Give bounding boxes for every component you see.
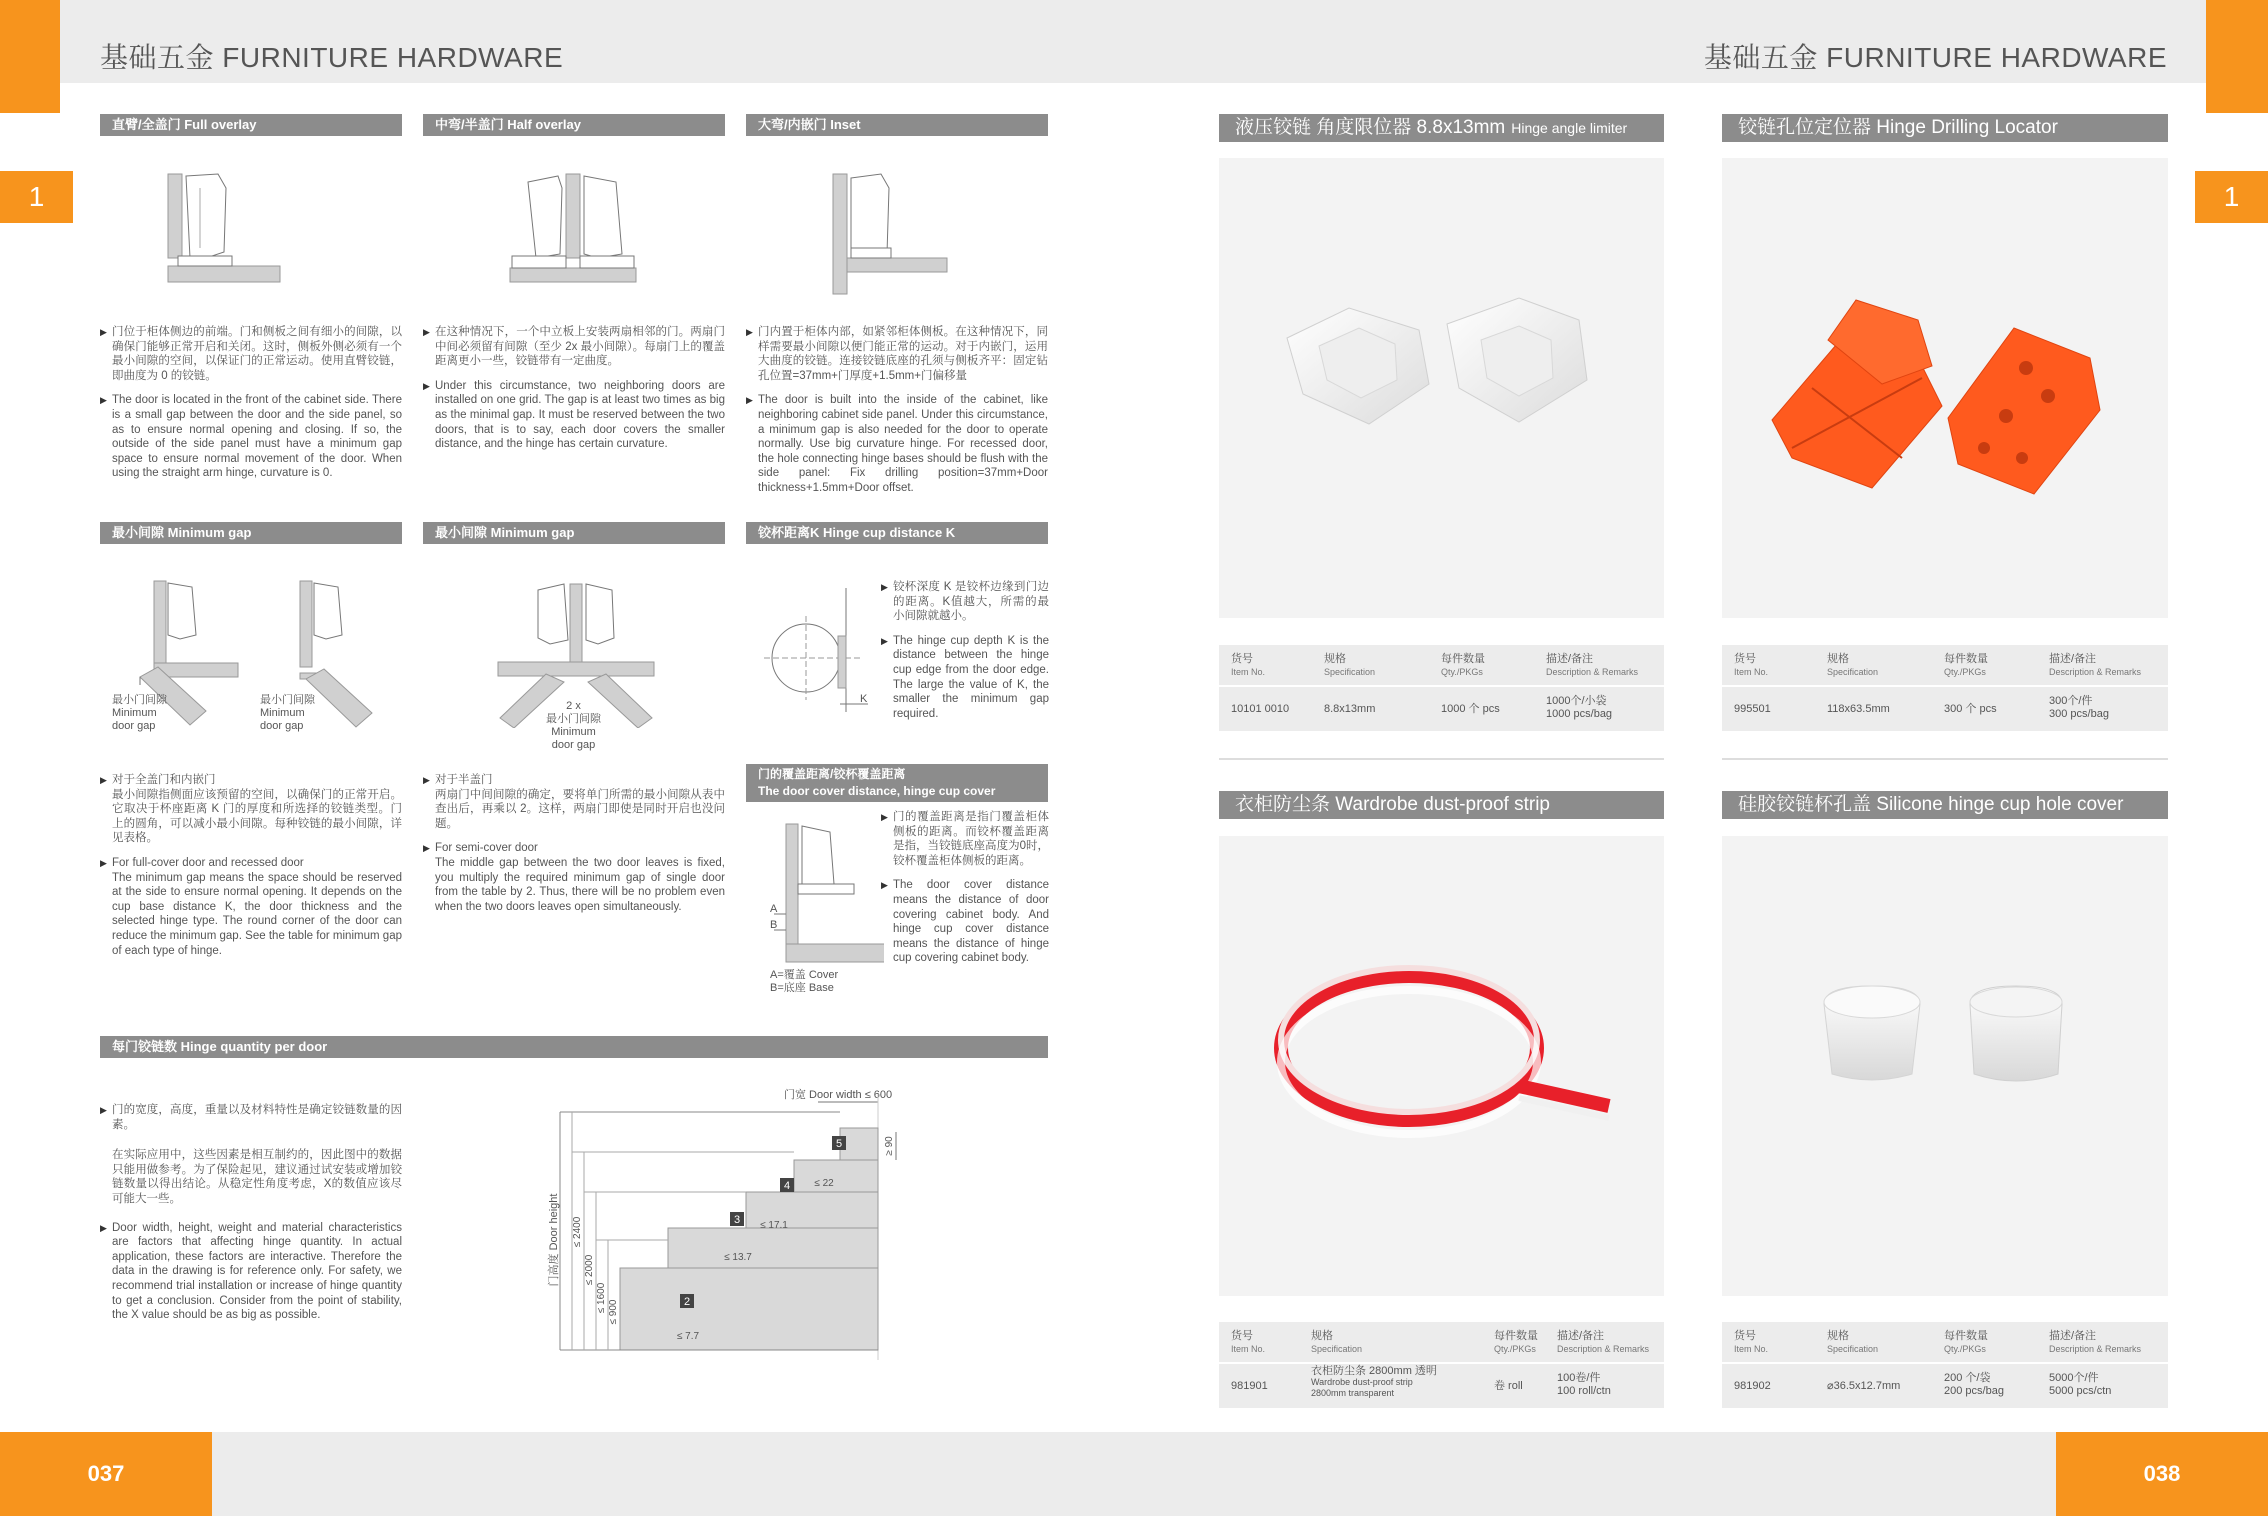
p1-hdr-qty-en: Qty./PKGs xyxy=(1441,667,1483,677)
p1-hdr-spec-cn: 规格 xyxy=(1324,653,1346,665)
product-3-title-main: 衣柜防尘条 Wardrobe dust-proof strip xyxy=(1235,794,1550,815)
min-gap-1-cn: 最小间隙指侧面应该预留的空间，以确保门的正常开启。它取决于杯座距离 K 门的厚度和所选择的铰链类型。门上的圆角，可以减小最小间隙。每种铰链的最小间隙，详见表格。 xyxy=(112,788,402,845)
min-gap-2-en-title: For semi-cover door xyxy=(435,842,538,855)
cover-legend xyxy=(770,969,838,995)
min-gap-2-text: ▶ 对于半盖门 两扇门中间间隙的确定，要将单门所需的最小间隙从表中查出后，再乘以 2。这样，两扇门即使是同时开启也没问题。 ▶ For semi-cover door The middle gap between the two door leaves is fixed, you multiply the required minimum gap of single door from the table by 2. Thus, there will be no problem even when the two doors leaves open simultaneously. xyxy=(423,774,725,913)
cover-distance-heading-cn: 门的覆盖距离/铰杯覆盖距离 xyxy=(758,767,906,781)
min-gap-heading-2: 最小间隙 Minimum gap xyxy=(423,522,725,544)
hinge-quantity-diagram xyxy=(540,1080,900,1360)
p2-desc2: 300 pcs/bag xyxy=(2049,708,2109,720)
p4-item: 981902 xyxy=(1734,1380,1771,1392)
k-label: K xyxy=(860,693,868,705)
p2-hdr-spec-cn: 规格 xyxy=(1827,653,1849,665)
product-2-spec-table xyxy=(1722,645,2168,731)
product-3-image xyxy=(1219,836,1664,1296)
min-gap-2x: 2 x xyxy=(566,700,581,712)
cover-distance-heading-en: The door cover distance, hinge cup cover distance xyxy=(758,784,996,815)
min-gap-2-cn: 最小门间隙 xyxy=(546,713,601,725)
inset-cn: 门内置于柜体内部，如紧邻柜体侧板。在这种情况下，同样需要最小间隙以便门能正常的运动。对于内嵌门，运用大曲度的铰链。连接铰链底座的孔须与侧板齐平：固定钻孔位置=37mm+门厚度+1.5mm+门偏移量 xyxy=(758,326,1048,382)
side-90-label: ≥ 90 xyxy=(884,1136,895,1156)
p1-hdr-item-cn: 货号 xyxy=(1231,653,1253,665)
p2-item: 995501 xyxy=(1734,703,1771,715)
p4-hdr-desc-cn: 描述/备注 xyxy=(2049,1330,2097,1342)
p2-hdr-desc-cn: 描述/备注 xyxy=(2049,653,2097,665)
p4-desc2: 5000 pcs/ctn xyxy=(2049,1385,2112,1397)
p3-hdr-item-en: Item No. xyxy=(1231,1344,1266,1354)
min-gap-label-b-en2: door gap xyxy=(260,720,304,732)
hinge-quantity-cn2: 在实际应用中，这些因素是相互制约的，因此图中的数据只能用做参考。为了保险起见，建议通过试安装或增加铰链数量以得出结论。从稳定性角度考虑，X的数值应该尽可能大一些。 xyxy=(112,1149,402,1205)
product-2-title xyxy=(1722,114,2168,142)
full-overlay-diagram xyxy=(160,168,290,298)
p4-hdr-desc-en: Description & Remarks xyxy=(2049,1344,2142,1354)
right-corner-accent xyxy=(2206,0,2268,113)
p2-hdr-item-en: Item No. xyxy=(1734,667,1769,677)
min-gap-label-a xyxy=(112,694,167,733)
p1-qty: 1000 个 pcs xyxy=(1441,703,1500,715)
cup-distance-text: ▶ 铰杯深度 K 是铰杯边缘到门边的距离。K值越大，所需的最小间隙就越小。 ▶ The hinge cup depth K is the distance between the hinge cup edge from the door edge. The large the value of K, the smaller the minimum gap required. xyxy=(881,581,1049,720)
cover-distance-heading xyxy=(746,764,1048,815)
p1-hdr-desc-cn: 描述/备注 xyxy=(1546,653,1594,665)
half-overlay-text: ▶ 在这种情况下，一个中立板上安装两扇相邻的门。两扇门中间必须留有间隙（至少 2x 最小间隙）。每扇门上的覆盖距离更小一些，铰链带有一定曲度。 ▶ Under this circumstance, two neighboring doors are installed on one grid. The gap is at least two times as big as the minimal gap. It must be reserved between the two doors, that is to say, each door covers the smaller distance, and the hinge has certain curvature. xyxy=(423,326,725,451)
product-1-title xyxy=(1219,114,1664,142)
step-badge-1: 2 xyxy=(683,1296,691,1308)
hinge-quantity-en: Door width, height, weight and material characteristics are factors that affecting hinge quantity. In actual application, these factors are interactive. Therefore the data in the drawing is for reference only. For safety, we recommend trial installation or increase of hinge quantity to get a conclusion. Consider from the point of stability, the X value should be as big as possible. xyxy=(112,1221,402,1322)
min-gap-1-en-title: For full-cover door and recessed door xyxy=(112,856,304,869)
min-gap-1-text: ▶ 对于全盖门和内嵌门 最小间隙指侧面应该预留的空间，以确保门的正常开启。它取决于杯座距离 K 门的厚度和所选择的铰链类型。门上的圆角，可以减小最小间隙。每种铰链的最小间隙，详见表格。 ▶ For full-cover door and recessed door The minimum gap means the space should be reserved at the side to ensure normal opening. It depends on the cup base distance K, the door thickness and the selected hinge type. The round corner of the door can reduce the minimum gap. See the table for minimum gap of each type of hinge. xyxy=(100,774,402,957)
p3-desc1: 100卷/件 xyxy=(1557,1372,1601,1384)
cover-b-label: B xyxy=(770,919,778,931)
p2-hdr-item-cn: 货号 xyxy=(1734,653,1756,665)
divider-right xyxy=(1722,758,2168,760)
p3-hdr-desc-en: Description & Remarks xyxy=(1557,1344,1650,1354)
door-height-label: 门高度 Door height xyxy=(548,1193,560,1287)
min-gap-label-2 xyxy=(546,700,601,752)
p3-spec2: Wardrobe dust-proof strip xyxy=(1311,1377,1413,1387)
divider-left xyxy=(1219,758,1664,760)
p4-hdr-qty-en: Qty./PKGs xyxy=(1944,1344,1986,1354)
p3-qty: 卷 roll xyxy=(1494,1380,1523,1392)
hinge-quantity-heading: 每门铰链数 Hinge quantity per door xyxy=(100,1036,1048,1058)
product-1-spec-table xyxy=(1219,645,1664,731)
hinge-quantity-text: ▶ 门的宽度，高度，重量以及材料特性是确定铰链数量的因素。 在实际应用中，这些因素是相互制约的，因此图中的数据只能用做参考。为了保险起见，建议通过试安装或增加铰链数量以得出结论。从稳定性角度考虑，X的数值应该尽可能大一些。 ▶ Door width, height, weight and material characteristics are factors that affecting hinge quantity. In actual application, these factors are interactive. Therefore the data in the drawing is for reference only. For safety, we recommend trial installation or increase of hinge quantity to get a conclusion. Consider from the point of stability, the X value should be as big as possible. xyxy=(100,1104,402,1322)
p3-hdr-qty-en: Qty./PKGs xyxy=(1494,1344,1536,1354)
height-2400: ≤ 2400 xyxy=(572,1216,583,1248)
min-gap-label-b-cn: 最小门间隙 xyxy=(260,694,315,706)
product-2-image xyxy=(1722,158,2168,618)
p4-qty: 200 个/袋 xyxy=(1944,1372,1991,1384)
product-1-image xyxy=(1219,158,1664,618)
p1-hdr-spec-en: Specification xyxy=(1324,667,1376,677)
product-4-title xyxy=(1722,791,2168,819)
product-3-spec-table xyxy=(1219,1322,1664,1408)
product-4-spec-table xyxy=(1722,1322,2168,1408)
height-900: ≤ 900 xyxy=(608,1299,619,1325)
p1-hdr-desc-en: Description & Remarks xyxy=(1546,667,1639,677)
product-1-title-main: 液压铰链 角度限位器 8.8x13mm xyxy=(1235,117,1506,138)
inset-text: ▶ 门内置于柜体内部，如紧邻柜体侧板。在这种情况下，同样需要最小间隙以便门能正常的运动。对于内嵌门，运用大曲度的铰链。连接铰链底座的孔须与侧板齐平：固定钻孔位置=37mm+门厚度+1.5mm+门偏移量 ▶ The door is built into the inside of the cabinet, like neighboring cabinet side panel. Under this circumstance, a minimum gap is also needed for the door to operate normally. Use big curvature hinge. For recessed door, the hole connecting hinge bases should be flush with the side panel: Fix drilling position=37mm+Door thickness+1.5mm+Door offset. xyxy=(746,326,1048,494)
min-gap-label-b-en1: Minimum xyxy=(260,707,305,719)
inset-diagram xyxy=(825,168,955,298)
p2-spec: 118x63.5mm xyxy=(1827,703,1890,715)
step-kg-2: ≤ 13.7 xyxy=(724,1252,752,1263)
min-gap-1-en: The minimum gap means the space should be reserved at the side to ensure normal opening. It depends on the cup base distance K, the door thickness and the selected hinge type. The round corner of the door can reduce the minimum gap. See the table for minimum gap of each type of hinge. xyxy=(112,871,402,957)
p3-hdr-spec-en: Specification xyxy=(1311,1344,1363,1354)
min-gap-label-a-en1: Minimum xyxy=(112,707,157,719)
min-gap-label-a-cn: 最小门间隙 xyxy=(112,694,167,706)
p2-desc1: 300个/件 xyxy=(2049,695,2093,707)
step-kg-3: ≤ 17.1 xyxy=(760,1220,788,1231)
height-1600: ≤ 1600 xyxy=(596,1282,607,1314)
cover-legend-b: B=底座 Base xyxy=(770,982,834,994)
p1-desc1: 1000个/小袋 xyxy=(1546,695,1607,707)
step-kg-1: ≤ 7.7 xyxy=(676,1331,700,1342)
p2-qty: 300 个 pcs xyxy=(1944,703,1997,715)
p3-hdr-qty-cn: 每件数量 xyxy=(1494,1330,1538,1342)
inset-en: The door is built into the inside of the cabinet, like neighboring cabinet side panel. Under this circumstance, a minimum gap is also needed for the door to operate normally. Use big curvature hinge. For recessed door, the hole connecting hinge bases should be flush with the side panel: Fix drilling position=37mm+Door thickness+1.5mm+Door offset. xyxy=(758,394,1048,494)
inset-heading: 大弯/内嵌门 Inset xyxy=(746,114,1048,136)
hinge-quantity-cn1: 门的宽度，高度，重量以及材料特性是确定铰链数量的因素。 xyxy=(112,1104,402,1131)
p2-hdr-spec-en: Specification xyxy=(1827,667,1879,677)
min-gap-1-cn-title: 对于全盖门和内嵌门 xyxy=(112,774,216,786)
product-4-image xyxy=(1722,836,2168,1296)
cover-a-label: A xyxy=(770,903,778,915)
p4-desc1: 5000个/件 xyxy=(2049,1372,2099,1384)
left-corner-accent xyxy=(0,0,60,113)
full-overlay-en: The door is located in the front of the cabinet side. There is a small gap between the door and the side panel, so as to ensure normal opening and closing. If so, the outside of the side panel must have a minimum gap space to ensure normal movement of the door. When using the straight arm hinge, curvature is 0. xyxy=(112,394,402,480)
p4-hdr-spec-en: Specification xyxy=(1827,1344,1879,1354)
product-3-title xyxy=(1219,791,1664,819)
cover-distance-cn: 门的覆盖距离是指门覆盖柜体侧板的距离。而铰杯覆盖距离是指，当铰链底座高度为0时，铰杯覆盖柜体侧板的距离。 xyxy=(893,811,1049,867)
p4-hdr-item-en: Item No. xyxy=(1734,1344,1769,1354)
p2-hdr-qty-cn: 每件数量 xyxy=(1944,653,1988,665)
min-gap-2-cn-title: 对于半盖门 xyxy=(435,774,493,786)
right-page-title: 基础五金 FURNITURE HARDWARE xyxy=(1703,42,2167,73)
p4-hdr-item-cn: 货号 xyxy=(1734,1330,1756,1342)
full-overlay-cn: 门位于柜体侧边的前端。门和侧板之间有细小的间隙，以确保门能够正常开启和关闭。这时，侧板外侧必须有一个最小间隙的空间，以保证门的正常运动。使用直臂铰链，即曲度为 0 的铰链。 xyxy=(112,326,402,382)
door-width-label: 门宽 Door width ≤ 600 xyxy=(784,1089,893,1101)
half-overlay-heading: 中弯/半盖门 Half overlay xyxy=(423,114,725,136)
product-1-title-en: Hinge angle limiter xyxy=(1511,120,1628,136)
p3-spec3: 2800mm transparent xyxy=(1311,1388,1395,1398)
cover-distance-en: The door cover distance means the distance of door covering cabinet body. And hinge cup cover distance means the distance of hinge cup covering cabinet body. xyxy=(893,879,1049,965)
half-overlay-diagram xyxy=(498,168,648,298)
height-2000: ≤ 2000 xyxy=(584,1254,595,1286)
cup-distance-en: The hinge cup depth K is the distance between the hinge cup edge from the door edge. The large the value of K, the smaller the minimum gap required. xyxy=(893,634,1049,720)
min-gap-2-en2: door gap xyxy=(551,739,596,751)
p4-hdr-spec-cn: 规格 xyxy=(1827,1330,1849,1342)
step-badge-2: 3 xyxy=(733,1214,741,1226)
p3-spec: 衣柜防尘条 2800mm 透明 xyxy=(1311,1365,1437,1377)
half-overlay-en: Under this circumstance, two neighboring doors are installed on one grid. The gap is at least two times as big as the minimal gap. It must be reserved between the two doors, that is to say, each door covers the smaller distance, and the hinge has certain curvature. xyxy=(435,379,725,451)
p4-hdr-qty-cn: 每件数量 xyxy=(1944,1330,1988,1342)
p1-desc2: 1000 pcs/bag xyxy=(1546,708,1613,720)
p3-item: 981901 xyxy=(1231,1380,1268,1392)
product-4-title-main: 硅胶铰链杯孔盖 Silicone hinge cup hole cover xyxy=(1738,794,2124,815)
half-overlay-cn: 在这种情况下，一个中立板上安装两扇相邻的门。两扇门中间必须留有间隙（至少 2x 最小间隙）。每扇门上的覆盖距离更小一些，铰链带有一定曲度。 xyxy=(435,326,725,368)
step-badge-3: 4 xyxy=(783,1180,791,1192)
left-page-title: 基础五金 FURNITURE HARDWARE xyxy=(100,42,564,73)
p1-item: 10101 0010 xyxy=(1231,703,1290,715)
full-overlay-heading: 直臂/全盖门 Full overlay xyxy=(100,114,402,136)
left-page-number: 037 xyxy=(0,1432,212,1516)
p3-desc2: 100 roll/ctn xyxy=(1557,1385,1611,1397)
cup-distance-diagram xyxy=(760,580,880,720)
bottom-band xyxy=(0,1432,2268,1516)
p1-hdr-qty-cn: 每件数量 xyxy=(1441,653,1485,665)
p4-qty2: 200 pcs/bag xyxy=(1944,1385,2004,1397)
right-page-number: 038 xyxy=(2056,1432,2268,1516)
p3-hdr-desc-cn: 描述/备注 xyxy=(1557,1330,1605,1342)
cover-legend-a: A=覆盖 Cover xyxy=(770,969,839,981)
cover-distance-text: ▶ 门的覆盖距离是指门覆盖柜体侧板的距离。而铰杯覆盖距离是指，当铰链底座高度为0时，铰杯覆盖柜体侧板的距离。 ▶ The door cover distance means the distance of door covering cabinet body. And hinge cup cover distance means the distance of hinge cup covering cabinet body. xyxy=(881,811,1049,965)
p3-hdr-item-cn: 货号 xyxy=(1231,1330,1253,1342)
step-kg-4: ≤ 22 xyxy=(814,1178,834,1189)
min-gap-heading-1: 最小间隙 Minimum gap xyxy=(100,522,402,544)
step-badge-4: 5 xyxy=(835,1138,843,1150)
min-gap-label-a-en2: door gap xyxy=(112,720,156,732)
full-overlay-text: ▶ 门位于柜体侧边的前端。门和侧板之间有细小的间隙，以确保门能够正常开启和关闭。这时，侧板外侧必须有一个最小间隙的空间，以保证门的正常运动。使用直臂铰链，即曲度为 0 的铰链。 ▶ The door is located in the front of the cabinet side. There is a small gap between the door and the side panel, so as to ensure normal opening and closing. If so, the outside of the side panel must have a minimum gap space to ensure normal movement of the door. When using the straight arm hinge, curvature is 0. xyxy=(100,326,402,480)
p3-hdr-spec-cn: 规格 xyxy=(1311,1330,1333,1342)
p1-spec: 8.8x13mm xyxy=(1324,703,1376,715)
p1-hdr-item-en: Item No. xyxy=(1231,667,1266,677)
min-gap-2-en: The middle gap between the two door leaves is fixed, you multiply the required minimum gap of single door from the table by 2. Thus, there will be no problem even when the two doors leaves open simultaneously. xyxy=(435,856,725,913)
min-gap-label-b xyxy=(260,694,315,733)
right-chapter-tab: 1 xyxy=(2195,171,2268,223)
p2-hdr-qty-en: Qty./PKGs xyxy=(1944,667,1986,677)
p2-hdr-desc-en: Description & Remarks xyxy=(2049,667,2142,677)
min-gap-2-en1: Minimum xyxy=(551,726,596,738)
cup-distance-heading: 铰杯距离K Hinge cup distance K xyxy=(746,522,1048,544)
left-chapter-tab: 1 xyxy=(0,171,73,223)
cover-distance-diagram xyxy=(764,818,884,968)
p4-spec: ⌀36.5x12.7mm xyxy=(1827,1380,1901,1392)
cup-distance-cn: 铰杯深度 K 是铰杯边缘到门边的距离。K值越大，所需的最小间隙就越小。 xyxy=(893,581,1049,623)
min-gap-2-cn: 两扇门中间间隙的确定，要将单门所需的最小间隙从表中查出后，再乘以 2。这样，两扇门即使是同时开启也没问题。 xyxy=(435,788,725,830)
product-2-title-main: 铰链孔位定位器 Hinge Drilling Locator xyxy=(1738,117,2058,138)
